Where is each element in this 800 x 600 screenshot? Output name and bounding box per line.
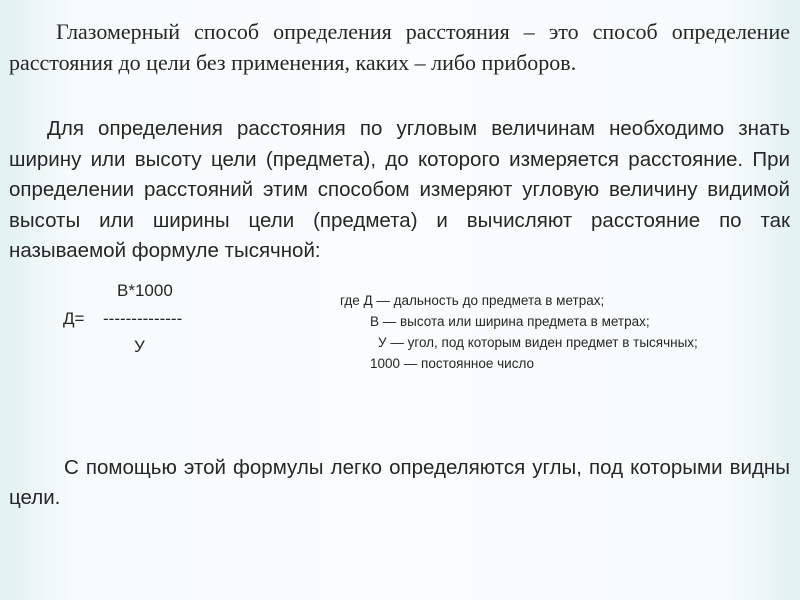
paragraph-definition: Глазомерный способ определения расстояния – это способ определение расстояния до цели без применения, каких – либо приборов. [9, 19, 790, 75]
formula-denominator: У [134, 337, 145, 356]
legend-line-angle: У — угол, под которым виден предмет в тысячных; [378, 335, 698, 350]
formula-legend [340, 290, 722, 374]
paragraph-method: Для определения расстояния по угловым величинам необходимо знать ширину или высоту цели (предмета), до которого измеряется расстояние. При определении расстояний этим способом измеряют угловую величину видимой высоты или ширины цели (предмета) и вычисляют расстояние по так называемой формуле тысячной: [9, 117, 790, 262]
formula-numerator: В*1000 [117, 281, 173, 300]
legend-line-constant: 1000 — постоянное число [370, 356, 534, 371]
formula-lhs: Д= [63, 309, 85, 328]
legend-line-distance: где Д — дальность до предмета в метрах; [340, 293, 605, 308]
paragraph-conclusion: С помощью этой формулы легко определяются углы, под которыми видны цели. [9, 456, 790, 509]
legend-line-height: В — высота или ширина предмета в метрах; [370, 314, 650, 329]
formula-fraction-line: -------------- [103, 309, 183, 328]
